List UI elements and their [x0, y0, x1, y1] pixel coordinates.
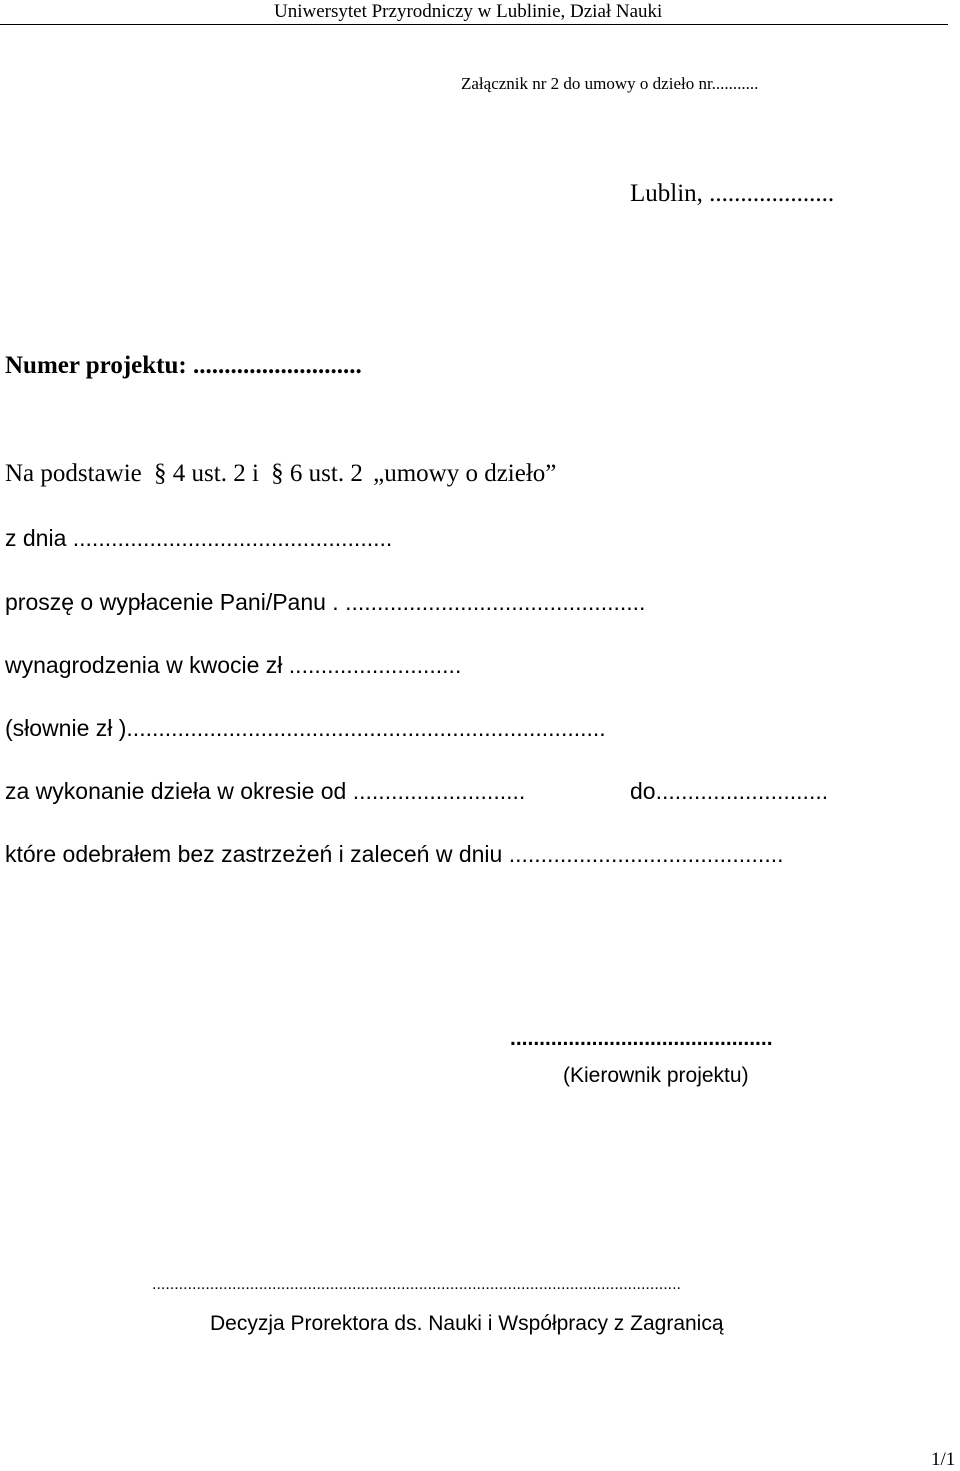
legal-basis-intro: Na podstawie	[5, 460, 142, 487]
amount-line: wynagrodzenia w kwocie zł ...........................	[5, 652, 462, 678]
prorector-signature-label: Decyzja Prorektora ds. Nauki i Współpracy z Zagranicą	[210, 1312, 724, 1335]
legal-basis	[5, 460, 556, 488]
period-line-to: do...........................	[630, 778, 829, 804]
manager-signature-label: (Kierownik projektu)	[563, 1064, 749, 1087]
place-date: Lublin, ....................	[630, 180, 835, 207]
page-number: 1/1	[931, 1449, 956, 1470]
prorector-signature-dots: .......................................................................................................................	[152, 1276, 681, 1293]
project-number-label: Numer projektu:	[5, 352, 187, 379]
legal-basis-par2: § 6 ust. 2	[271, 460, 363, 487]
header-title: Uniwersytet Przyrodniczy w Lublinie, Dział Nauki	[274, 1, 663, 22]
legal-basis-par1: § 4 ust. 2 i	[154, 460, 259, 487]
received-line: które odebrałem bez zastrzeżeń i zaleceń w dniu ...........................................	[5, 841, 784, 867]
period-line-from: za wykonanie dzieła w okresie od ...........................	[5, 778, 526, 804]
manager-signature-dots: .............................................	[510, 1027, 773, 1050]
amount-words-line: (słownie zł )...........................................................................	[5, 715, 606, 741]
legal-basis-contract: „umowy o dzieło”	[373, 460, 557, 487]
project-number-dots: ...........................	[192, 352, 362, 379]
annex-note: Załącznik nr 2 do umowy o dzieło nr...........	[461, 74, 759, 93]
project-number	[5, 352, 362, 380]
contract-date-line: z dnia ..................................................	[5, 525, 393, 551]
header-divider	[0, 24, 948, 25]
payee-line: proszę o wypłacenie Pani/Panu . ...............................................	[5, 589, 646, 615]
